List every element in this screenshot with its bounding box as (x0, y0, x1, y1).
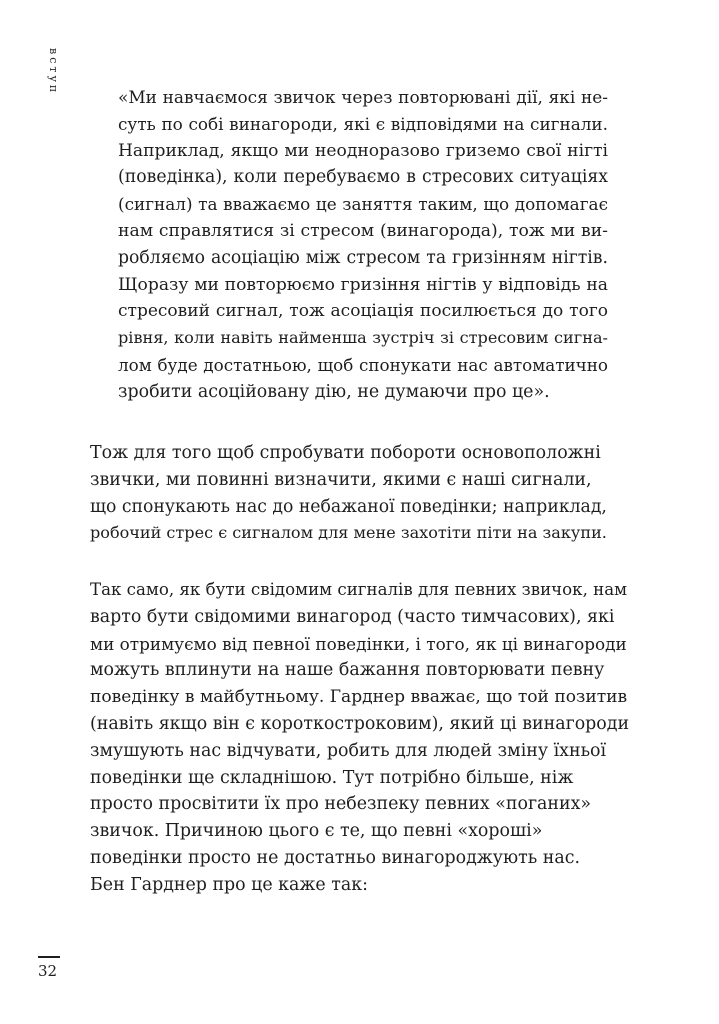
quote-line: (сигнал) та вважаємо це заняття таким, що допомагає (118, 194, 608, 215)
quote-line: (поведінка), коли перебуваємо в стресових ситуаціях (118, 167, 608, 188)
paragraph-line: поведінки ще складнішою. Тут потрібно більше, ніж (90, 767, 574, 788)
paragraph-line: що спонукають нас до небажаної поведінки; наприклад, (90, 496, 607, 517)
quote-line: нам справлятися зі стресом (винагорода), тож ми ви- (118, 220, 608, 241)
page-number: 32 (38, 962, 58, 980)
quote-block (118, 84, 608, 406)
paragraph-line: звички, ми повинні визначити, якими є наші сигнали, (90, 469, 592, 490)
paragraph-2 (90, 577, 630, 899)
paragraph-line: Бен Гарднер про це каже так: (90, 874, 368, 895)
paragraph-line: змушують нас відчувати, робить для людей зміну їхньої (90, 740, 607, 761)
paragraph-line: Тож для того щоб спробувати побороти основоположні (90, 443, 601, 463)
quote-line: «Ми навчаємося звичок через повторювані дії, які не- (118, 87, 608, 107)
paragraph-line: робочий стрес є сигналом для мене захотіти піти на закупи. (90, 523, 607, 543)
quote-line: рівня, коли навіть найменша зустріч зі стресовим сигна- (118, 328, 608, 348)
paragraph-line: поведінку в майбутньому. Гарднер вважає, що той позитив (90, 687, 628, 708)
quote-line: Наприклад, якщо ми неодноразово гриземо свої нігті (118, 140, 608, 161)
footer-rule (38, 956, 60, 958)
paragraph-line: варто бути свідомими винагород (часто тимчасових), які (90, 606, 615, 627)
paragraph-line: можуть вплинути на наше бажання повторювати певну (90, 660, 605, 681)
paragraph-line: поведінки просто не достатньо винагороджують нас. (90, 847, 580, 868)
paragraph-line: Так само, як бути свідомим сигналів для певних звичок, нам (90, 580, 628, 599)
paragraph-1 (90, 440, 610, 547)
quote-line: стресовий сигнал, тож асоціація посилюється до того (118, 301, 608, 322)
paragraph-line: (навіть якщо він є короткостроковим), який ці винагороди (90, 713, 630, 734)
paragraph-line: ми отримуємо від певної поведінки, і того, як ці винагороди (90, 633, 627, 654)
quote-line: лом буде достатньою, щоб спонукати нас автоматично (118, 354, 608, 375)
quote-line: суть по собі винагороди, які є відповідями на сигнали. (118, 113, 608, 134)
paragraph-line: звичок. Причиною цього є те, що певні «хороші» (90, 821, 543, 842)
paragraph-line: просто просвітити їх про небезпеку певних «поганих» (90, 794, 592, 815)
section-label: вступ (47, 48, 60, 96)
quote-line: зробити асоційовану дію, не думаючи про це». (118, 381, 550, 402)
quote-line: робляємо асоціацію між стресом та гризінням нігтів. (118, 247, 608, 268)
quote-line: Щоразу ми повторюємо гризіння нігтів у відповідь на (118, 274, 608, 295)
